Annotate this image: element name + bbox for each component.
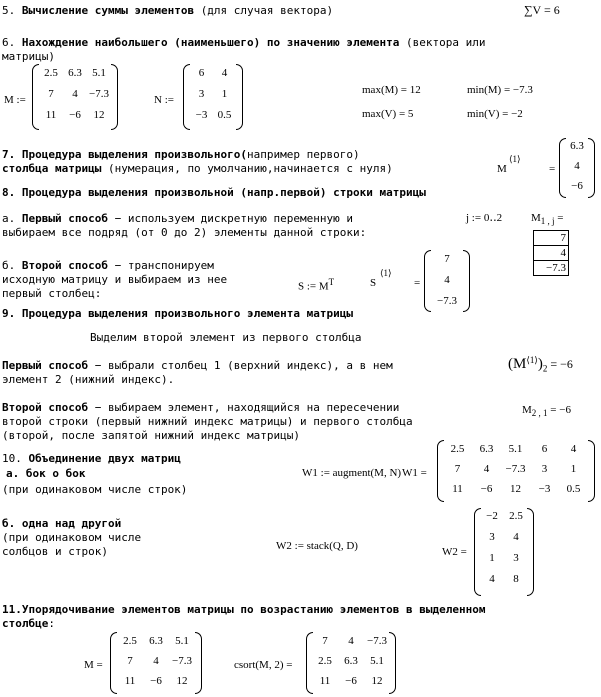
- sum-formula[interactable]: ∑V = 6: [524, 3, 560, 17]
- matrix-cell: 0.5: [217, 109, 232, 121]
- section-8-title: 8. Процедура выделения произвольной (напр.первой) строки матрицы: [2, 186, 426, 199]
- section-10-heading: 10. Объединение двух матриц: [2, 452, 181, 465]
- table-cell: 4: [534, 246, 569, 261]
- table-cell: −7.3: [534, 261, 569, 276]
- section-6-note-2: матрицы): [2, 50, 55, 63]
- matrix-right-bracket: [111, 64, 118, 130]
- section-7-title: 7. Процедура выделения произвольного: [2, 148, 241, 161]
- matrix-left-bracket: [183, 64, 190, 130]
- method-2-label: Второй способ: [21, 259, 108, 272]
- min-V-result[interactable]: min(V) = −2: [467, 108, 523, 120]
- matrix-cell: −7.3: [89, 88, 109, 100]
- matrix-cell: −2: [486, 510, 498, 522]
- matrix-cell: 7: [48, 88, 54, 100]
- matrix-cell: −3: [195, 109, 208, 121]
- section-7-heading-2: [2, 162, 393, 175]
- max-V-result[interactable]: max(V) = 5: [362, 108, 414, 120]
- section-8b-line-3: первый столбец:: [2, 287, 102, 300]
- section-7-note-2: (нумерация, по умолчанию,начинается с нуля): [107, 162, 393, 175]
- section-9-method-2-line-3: (второй, после запятой нижний индекс матрицы): [2, 429, 301, 442]
- section-7-note: например первого): [247, 148, 360, 161]
- matrix-cell: 2.5: [44, 67, 58, 79]
- section-7-heading: 7. Процедура выделения произвольного(например первого): [2, 148, 360, 161]
- matrix-cell: 4: [72, 88, 78, 100]
- section-6-note: (вектора или: [406, 36, 486, 49]
- vector-cell: −7.3: [437, 295, 457, 307]
- matrix-M-label: M :=: [4, 94, 26, 106]
- range-variable-j[interactable]: j := 0‥2: [466, 212, 503, 224]
- matrix-cell: 7: [322, 635, 328, 647]
- section-10b-note-2: солбцов и строк): [2, 545, 108, 558]
- section-8b-line-1: б. Второй способ − транспонируем: [2, 259, 214, 272]
- matrix-right-bracket: [236, 64, 243, 130]
- matrix-cell: 12: [510, 483, 521, 495]
- section-9-subtitle: Выделим второй элемент из первого столбца: [90, 331, 362, 344]
- matrix-cell: 4: [570, 443, 577, 455]
- matrix-cell: 3: [198, 88, 205, 100]
- transpose-column-superscript: ⟨1⟩: [380, 268, 392, 278]
- section-6-title: Нахождение наибольшего (наименьшего) по значению элемента: [21, 36, 400, 49]
- matrix-cell: −7.3: [367, 635, 387, 647]
- matrix-cell: 2.5: [450, 443, 465, 455]
- stack-definition[interactable]: W2 := stack(Q, D): [276, 540, 358, 552]
- matrix-cell: 7: [454, 463, 461, 475]
- matrix-M[interactable]: [32, 64, 118, 130]
- matrix-cell: 4: [221, 67, 228, 79]
- matrix-cell: 11: [319, 675, 331, 687]
- sort-source-label: M =: [84, 659, 103, 671]
- matrix-cell: 8: [513, 573, 519, 585]
- matrix-cell: 2.5: [318, 655, 332, 667]
- table-row: [534, 246, 569, 261]
- matrix-cell: −6: [69, 109, 81, 121]
- augment-definition[interactable]: W1 := augment(M, N): [302, 467, 402, 479]
- transpose-column-result[interactable]: [424, 250, 470, 312]
- section-5-number: 5.: [2, 4, 16, 17]
- matrix-cell: 1: [570, 463, 577, 475]
- section-6-number: 6.: [2, 36, 16, 49]
- matrix-cell: 3: [541, 463, 548, 475]
- column-extract-result[interactable]: [559, 138, 595, 198]
- section-9-title: 9. Процедура выделения произвольного элемента матрицы: [2, 307, 353, 320]
- stack-result-label: W2 =: [442, 546, 467, 558]
- matrix-cell: 4: [153, 655, 159, 667]
- matrix-cell: 6: [541, 443, 548, 455]
- matrix-cell: 3: [489, 531, 495, 543]
- matrix-cell: 4: [483, 463, 490, 475]
- matrix-cell: 3: [513, 552, 519, 564]
- matrix-cell: −6: [345, 675, 357, 687]
- section-10b-label: б. одна над другой: [2, 517, 122, 530]
- table-cell: 7: [534, 231, 569, 246]
- transpose-column-eq: =: [414, 277, 421, 289]
- augment-result-matrix[interactable]: [437, 440, 595, 502]
- table-row: [534, 261, 569, 276]
- table-row: [534, 231, 569, 246]
- matrix-cell: 5.1: [370, 655, 384, 667]
- row-extract-M[interactable]: $M_{1 , j}$ =: [531, 212, 564, 227]
- matrix-right-bracket: [389, 632, 396, 694]
- matrix-cell: 4: [348, 635, 354, 647]
- max-M-result[interactable]: max(M) = 12: [362, 84, 421, 96]
- matrix-cell: −6: [480, 483, 493, 495]
- element-extract-formula-1[interactable]: $(M^{⟨1⟩})_2 = -6$: [508, 355, 573, 374]
- csort-result-matrix[interactable]: [306, 632, 396, 694]
- matrix-right-bracket: [527, 508, 534, 596]
- matrix-cell: 7: [127, 655, 133, 667]
- matrix-cell: 12: [176, 675, 188, 687]
- section-8a-line-2: выбираем все подряд (от 0 до 2) элементы данной строки:: [2, 226, 367, 239]
- section-8a-line-1: а. Первый способ − используем дискретную переменную и: [2, 212, 354, 225]
- matrix-cell: 6.3: [479, 443, 494, 455]
- column-extract-M[interactable]: M: [497, 163, 507, 175]
- matrix-cell: 6.3: [68, 67, 82, 79]
- min-M-result[interactable]: min(M) = −7.3: [467, 84, 533, 96]
- vector-cell: 6.3: [570, 140, 584, 152]
- matrix-right-bracket: [195, 632, 202, 694]
- section-5-note: (для случая вектора): [200, 4, 334, 17]
- section-11-title-2: столбце:: [2, 617, 55, 630]
- method-1-label: Первый способ: [21, 212, 108, 225]
- section-6-heading: [2, 36, 485, 49]
- matrix-cell: 11: [45, 109, 57, 121]
- row-extract-result-table[interactable]: [533, 230, 569, 276]
- matrix-cell: 4: [513, 531, 519, 543]
- column-extract-superscript: ⟨1⟩: [509, 154, 521, 164]
- section-5-heading: [2, 4, 333, 17]
- transpose-column-S[interactable]: S: [370, 277, 377, 289]
- section-11-title: 11.Упорядочивание элементов матрицы по возрастанию элементов в выделенном: [2, 603, 486, 616]
- matrix-cell: 2.5: [509, 510, 523, 522]
- matrix-cell: 12: [371, 675, 383, 687]
- vector-cell: 4: [574, 160, 580, 172]
- matrix-cell: −7.3: [172, 655, 192, 667]
- matrix-cell: 2.5: [123, 635, 137, 647]
- matrix-cell: 5.1: [92, 67, 106, 79]
- matrix-cell: 4: [489, 573, 495, 585]
- matrix-cell: 6.3: [149, 635, 163, 647]
- section-7-title-2: столбца матрицы: [2, 162, 102, 175]
- section-10a-label: а. бок о бок: [6, 467, 86, 480]
- matrix-cell: 12: [93, 109, 105, 121]
- element-extract-formula-2[interactable]: $M_{2 , 1} = -6$: [522, 404, 571, 419]
- vector-cell: 7: [444, 253, 450, 265]
- matrix-cell: 6: [198, 67, 205, 79]
- augment-result-label: W1 =: [402, 467, 427, 479]
- section-9-method-1-line-1: Первый способ − выбрали столбец 1 (верхний индекс), а в нем: [2, 359, 393, 372]
- section-9-method-2-line-1: Второй способ − выбираем элемент, находящийся на пересечении: [2, 401, 400, 414]
- section-9-method-2-line-2: второй строки (первый нижний индекс матрицы) и первого столбца: [2, 415, 413, 428]
- section-10b-note-1: (при одинаковом числе: [2, 531, 142, 544]
- matrix-right-bracket: [588, 440, 595, 502]
- matrix-left-bracket: [32, 64, 39, 130]
- section-10-title: Объединение двух матриц: [28, 452, 181, 465]
- vector-cell: 4: [444, 274, 450, 286]
- csort-label[interactable]: csort(M, 2) =: [234, 659, 293, 671]
- column-extract-eq: =: [549, 163, 556, 175]
- transpose-definition[interactable]: S := $M^T$: [298, 277, 335, 293]
- matrix-cell: −3: [538, 483, 551, 495]
- section-5-title: Вычисление суммы элементов: [21, 4, 195, 17]
- vector-cell: −6: [571, 180, 583, 192]
- matrix-cell: −6: [150, 675, 162, 687]
- section-8b-line-2: исходную матрицу и выбираем из нее: [2, 273, 228, 286]
- matrix-N[interactable]: [183, 64, 243, 130]
- matrix-cell: 0.5: [566, 483, 581, 495]
- matrix-cell: 1: [221, 88, 228, 100]
- matrix-cell: 11: [452, 483, 463, 495]
- sort-source-matrix[interactable]: [110, 632, 202, 694]
- matrix-N-label: N :=: [154, 94, 174, 106]
- matrix-cell: 5.1: [175, 635, 189, 647]
- matrix-cell: 6.3: [344, 655, 358, 667]
- section-10a-note: (при одинаковом числе строк): [2, 483, 188, 496]
- matrix-cell: 1: [489, 552, 495, 564]
- matrix-cell: 11: [124, 675, 136, 687]
- section-9-method-1-line-2: элемент 2 (нижний индекс).: [2, 373, 175, 386]
- matrix-cell: −7.3: [505, 463, 526, 475]
- matrix-cell: 5.1: [508, 443, 523, 455]
- matrix-left-bracket: [110, 632, 117, 694]
- stack-result-matrix[interactable]: [474, 508, 534, 596]
